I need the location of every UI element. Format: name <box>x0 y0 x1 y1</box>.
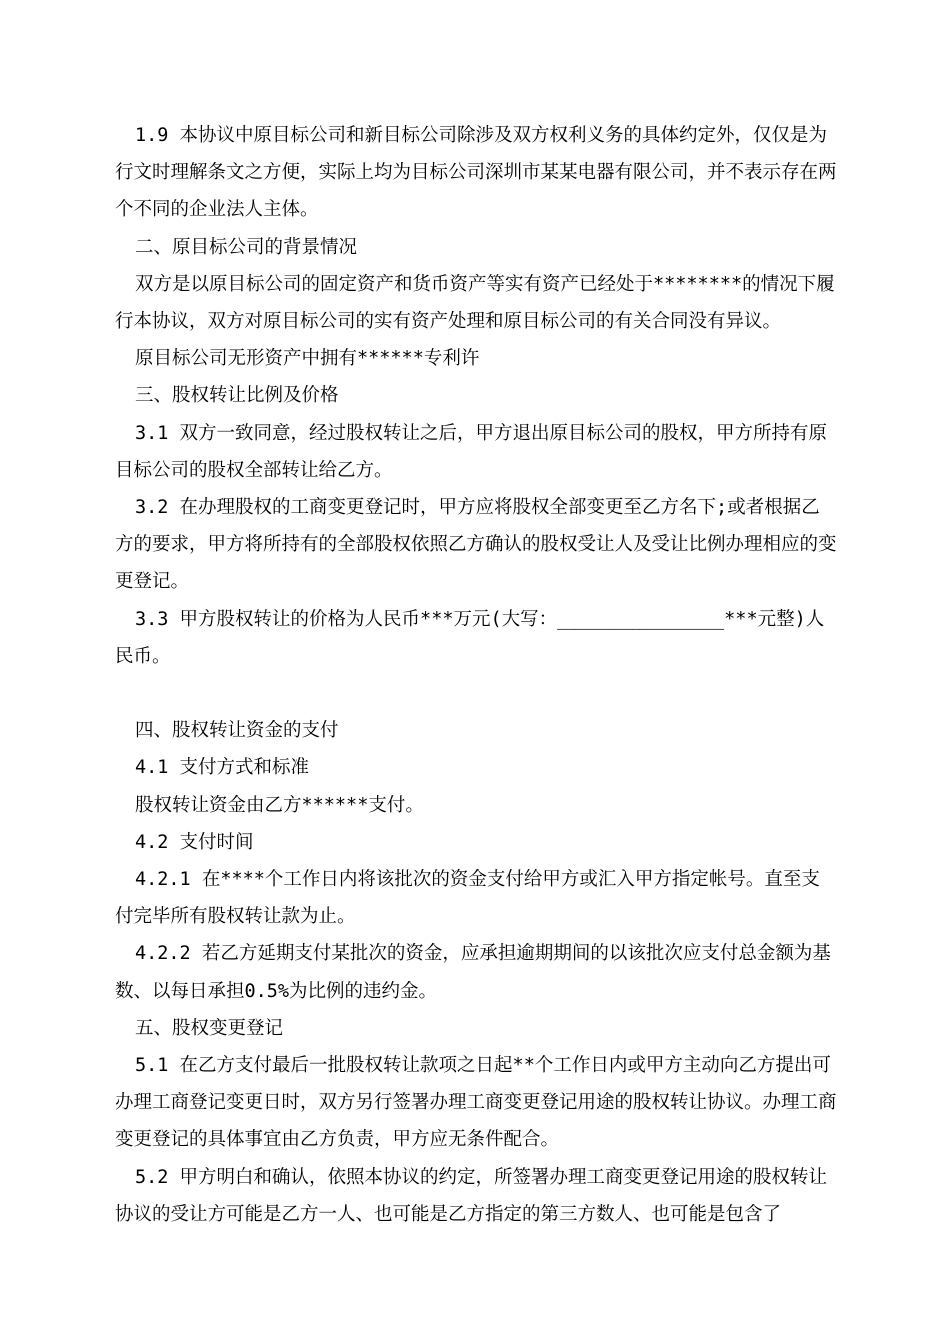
paragraph-5-1: 5.1 在乙方支付最后一批股权转让款项之日起**个工作日内或甲方主动向乙方提出可办理工商登记变更日时，双方另行签署办理工商变更登记用途的股权转让协议。办理工商变更登记的具体事宜由乙方负责，甲方应无条件配合。 <box>115 1055 837 1151</box>
paragraph-intangible-assets: 原目标公司无形资产中拥有******专利许 <box>135 348 480 370</box>
paragraph-payment-method: 股权转让资金由乙方******支付。 <box>135 794 424 816</box>
paragraph-3-3: 3.3 甲方股权转让的价格为人民币***万元(大写：_______________***元整)人民币。 <box>115 608 825 667</box>
paragraph-3-2: 3.2 在办理股权的工商变更登记时，甲方应将股权全部变更至乙方名下;或者根据乙方的要求，甲方将所持有的全部股权依照乙方确认的股权受让人及受让比例办理相应的变更登记。 <box>115 497 837 593</box>
paragraph-5-2: 5.2 甲方明白和确认，依照本协议的约定，所签署办理工商变更登记用途的股权转让协议的受让方可能是乙方一人、也可能是乙方指定的第三方数人、也可能是包含了 <box>115 1166 828 1225</box>
paragraph-4-2-1: 4.2.1 在****个工作日内将该批次的资金支付给甲方或汇入甲方指定帐号。直至支付完毕所有股权转让款为止。 <box>115 869 820 928</box>
heading-section-5: 五、股权变更登记 <box>135 1017 284 1039</box>
paragraph-3-1: 3.1 双方一致同意，经过股权转让之后，甲方退出原目标公司的股权，甲方所持有原目标公司的股权全部转让给乙方。 <box>115 422 828 481</box>
heading-section-2: 二、原目标公司的背景情况 <box>135 236 358 258</box>
heading-section-4: 四、股权转让资金的支付 <box>135 720 339 742</box>
paragraph-1-9: 1.9 本协议中原目标公司和新目标公司除涉及双方权利义务的具体约定外，仅仅是为行文时理解条文之方便，实际上均为目标公司深圳市某某电器有限公司，并不表示存在两个不同的企业法人主体。 <box>115 125 837 221</box>
document-body <box>115 117 837 1233</box>
paragraph-4-1: 4.1 支付方式和标准 <box>135 757 310 779</box>
paragraph-4-2: 4.2 支付时间 <box>135 831 254 853</box>
blank-line <box>115 675 837 712</box>
paragraph-background: 双方是以原目标公司的固定资产和货币资产等实有资产已经处于********的情况下履行本协议，双方对原目标公司的实有资产处理和原目标公司的有关合同没有异议。 <box>115 273 835 333</box>
paragraph-4-2-2: 4.2.2 若乙方延期支付某批次的资金，应承担逾期期间的以该批次应支付总金额为基数、以每日承担0.5%为比例的违约金。 <box>115 943 831 1002</box>
heading-section-3: 三、股权转让比例及价格 <box>135 385 339 407</box>
